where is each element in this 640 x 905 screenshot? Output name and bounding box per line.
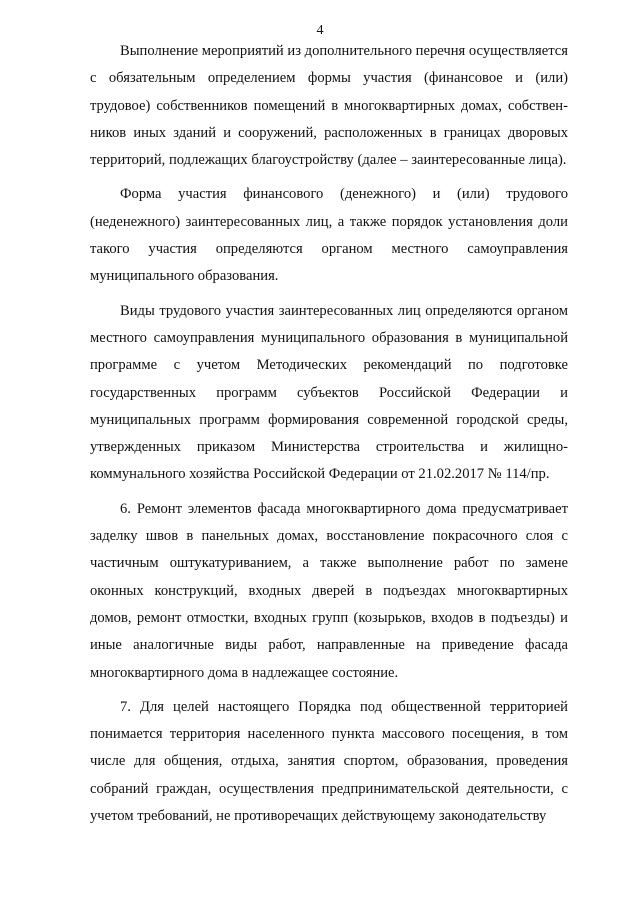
paragraph-labor-participation-types: Виды трудового участия заинтересованных лиц определяются органом местного самоуправления муниципального образования в муниципальной программе с учетом Методических рекомендаций по подготовке государственных программ субъектов Российской Федерации и муниципальных программ формирования современной городской среды, утвержденных приказом Министерства строительства и жилищно-коммунального хозяйства Российской Федерации от 21.02.2017 № 114/пр. xyxy=(90,302,568,483)
paragraph-additional-list-participation: Выполнение мероприятий из дополнительного перечня осуществляется с обязательным определением формы участия (финансовое и (или) трудовое) собственников помещений в многоквартирных домах, собственников иных зданий и сооружений, расположенных в границах дворовых территорий, подлежащих благоустройству (далее – заинтересованные лица). xyxy=(90,43,568,169)
document-body xyxy=(90,38,568,837)
paragraph-participation-form: Форма участия финансового (денежного) и (или) трудового (неденежного) заинтересованных лиц, а также порядок установления доли такого участия определяются органом местного самоуправления муниципального образования. xyxy=(90,186,568,285)
page-number: 4 xyxy=(316,23,324,38)
paragraph-item-6-facade-repair: 6. Ремонт элементов фасада многоквартирного дома предусматривает заделку швов в панельных домах, восстановление покрасочного слоя с частичным оштукатуриванием, а также выполнение работ по замене оконных конструкций, входных дверей в подъездах многоквартирных домов, ремонт отмостки, входных групп (козырьков, входов в подъезды) и иные аналогичные виды работ, направленные на приведение фасада многоквартирного дома в надлежащее состояние. xyxy=(90,500,568,681)
paragraph-item-7-public-territory: 7. Для целей настоящего Порядка под общественной территорией понимается территория населенного пункта массового посещения, в том числе для общения, отдыха, занятия спортом, образования, проведения собраний граждан, осуществления предпринимательской деятельности, с учетом требований, не противоречащих действующему законодательству xyxy=(90,698,568,825)
